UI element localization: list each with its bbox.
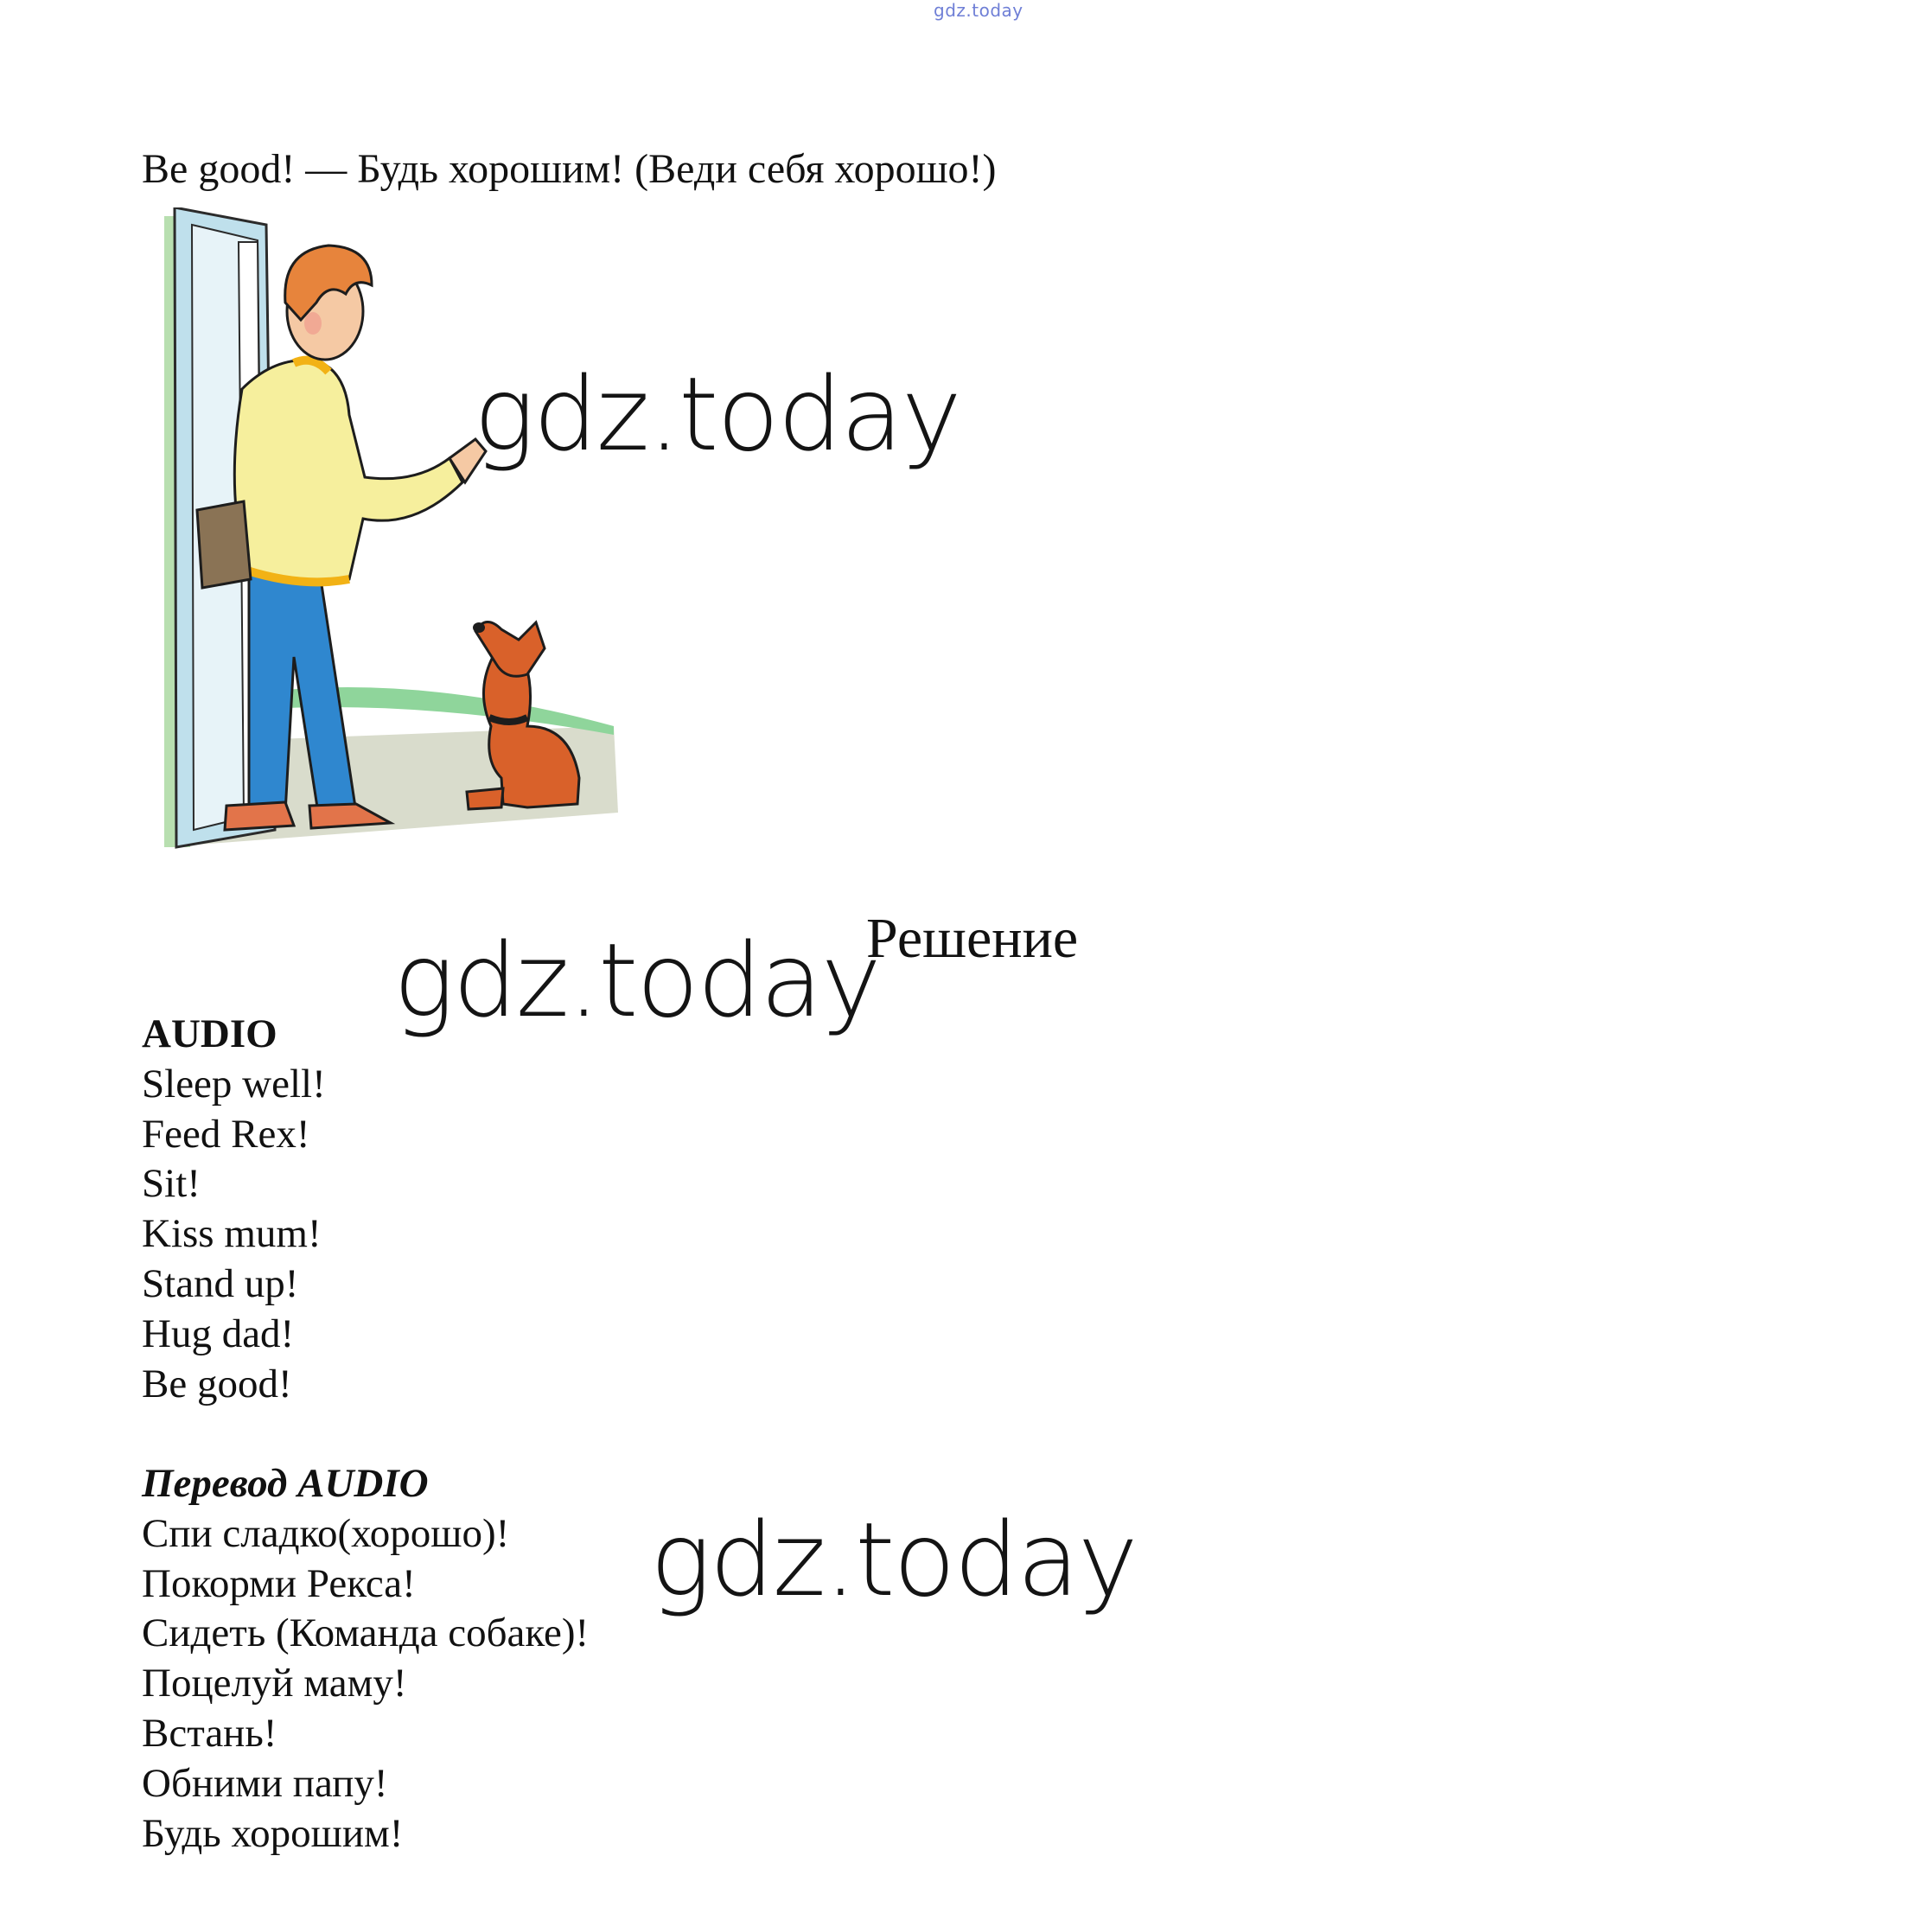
audio-heading: AUDIO — [142, 1011, 277, 1056]
list-item: Stand up! — [142, 1260, 299, 1306]
list-item: Sit! — [142, 1161, 201, 1207]
audio-section — [142, 1010, 326, 1409]
list-item: Обними папу! — [142, 1760, 388, 1806]
list-item: Feed Rex! — [142, 1111, 310, 1157]
list-item: Hug dad! — [142, 1311, 295, 1356]
list-item: Покорми Рекса! — [142, 1560, 416, 1606]
gdz-watermark: gdz.today — [474, 354, 960, 474]
list-item: Sleep well! — [142, 1061, 326, 1107]
translation-section — [142, 1459, 589, 1859]
man-and-dog-illustration — [164, 207, 648, 864]
page-caption: Be good! — Будь хорошим! (Веди себя хорошо!) — [142, 146, 997, 192]
list-item: Kiss mum! — [142, 1211, 322, 1257]
list-item: Спи сладко(хорошо)! — [142, 1510, 510, 1556]
top-watermark: gdz.today — [934, 0, 1023, 21]
list-item: Сидеть (Команда собаке)! — [142, 1610, 590, 1656]
gdz-watermark: gdz.today — [393, 921, 880, 1040]
solution-label: Решение — [866, 907, 1079, 970]
list-item: Будь хорошим! — [142, 1810, 404, 1856]
man-at-door-with-dog-icon — [164, 207, 648, 864]
list-item: Be good! — [142, 1361, 292, 1406]
list-item: Встань! — [142, 1710, 277, 1756]
gdz-watermark: gdz.today — [650, 1500, 1137, 1619]
translation-heading: Перевод AUDIO — [142, 1461, 429, 1506]
list-item: Поцелуй маму! — [142, 1661, 407, 1706]
